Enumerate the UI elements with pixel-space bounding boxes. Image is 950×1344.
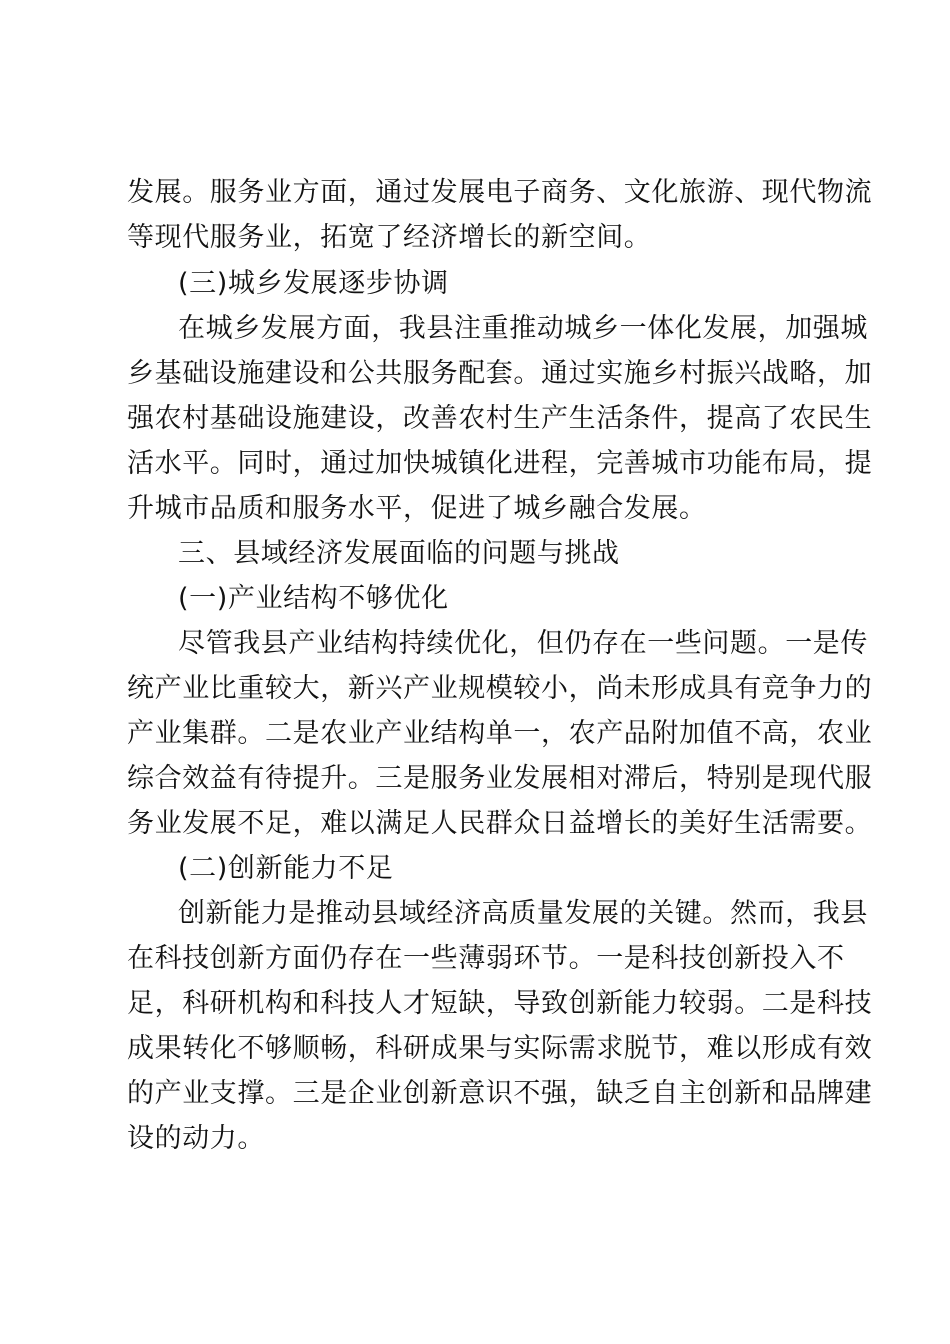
section-heading: (一)产业结构不够优化 (178, 583, 449, 614)
text-line: 活水平。同时，通过加快城镇化进程，完善城市功能布局，提 (127, 448, 873, 479)
text-line: 等现代服务业，拓宽了经济增长的新空间。 (127, 222, 652, 253)
text-line: 乡基础设施建设和公共服务配套。通过实施乡村振兴战略，加 (127, 358, 873, 389)
text-line: 的产业支撑。三是企业创新意识不强，缺乏自主创新和品牌建 (127, 1078, 873, 1109)
text-line: 尽管我县产业结构持续优化，但仍存在一些问题。一是传 (178, 628, 868, 659)
text-line: 设的动力。 (127, 1123, 265, 1154)
section-heading: (三)城乡发展逐步协调 (178, 268, 449, 299)
text-line: 产业集群。二是农业产业结构单一，农产品附加值不高，农业 (127, 718, 873, 749)
text-line: 统产业比重较大，新兴产业规模较小，尚未形成具有竞争力的 (127, 673, 873, 704)
text-line: 强农村基础设施建设，改善农村生产生活条件，提高了农民生 (127, 403, 873, 434)
section-heading: (二)创新能力不足 (178, 853, 394, 884)
text-line: 发展。服务业方面，通过发展电子商务、文化旅游、现代物流 (127, 177, 873, 208)
text-line: 在科技创新方面仍存在一些薄弱环节。一是科技创新投入不 (127, 943, 845, 974)
text-line: 创新能力是推动县域经济高质量发展的关键。然而，我县 (178, 898, 868, 929)
text-line: 成果转化不够顺畅，科研成果与实际需求脱节，难以形成有效 (127, 1033, 873, 1064)
text-line: 在城乡发展方面，我县注重推动城乡一体化发展，加强城 (178, 313, 868, 344)
chapter-heading: 三、县域经济发展面临的问题与挑战 (178, 538, 620, 569)
text-line: 综合效益有待提升。三是服务业发展相对滞后，特别是现代服 (127, 763, 873, 794)
text-line: 足，科研机构和科技人才短缺，导致创新能力较弱。二是科技 (127, 988, 873, 1019)
text-line: 务业发展不足，难以满足人民群众日益增长的美好生活需要。 (127, 808, 873, 839)
text-line: 升城市品质和服务水平，促进了城乡融合发展。 (127, 493, 707, 524)
